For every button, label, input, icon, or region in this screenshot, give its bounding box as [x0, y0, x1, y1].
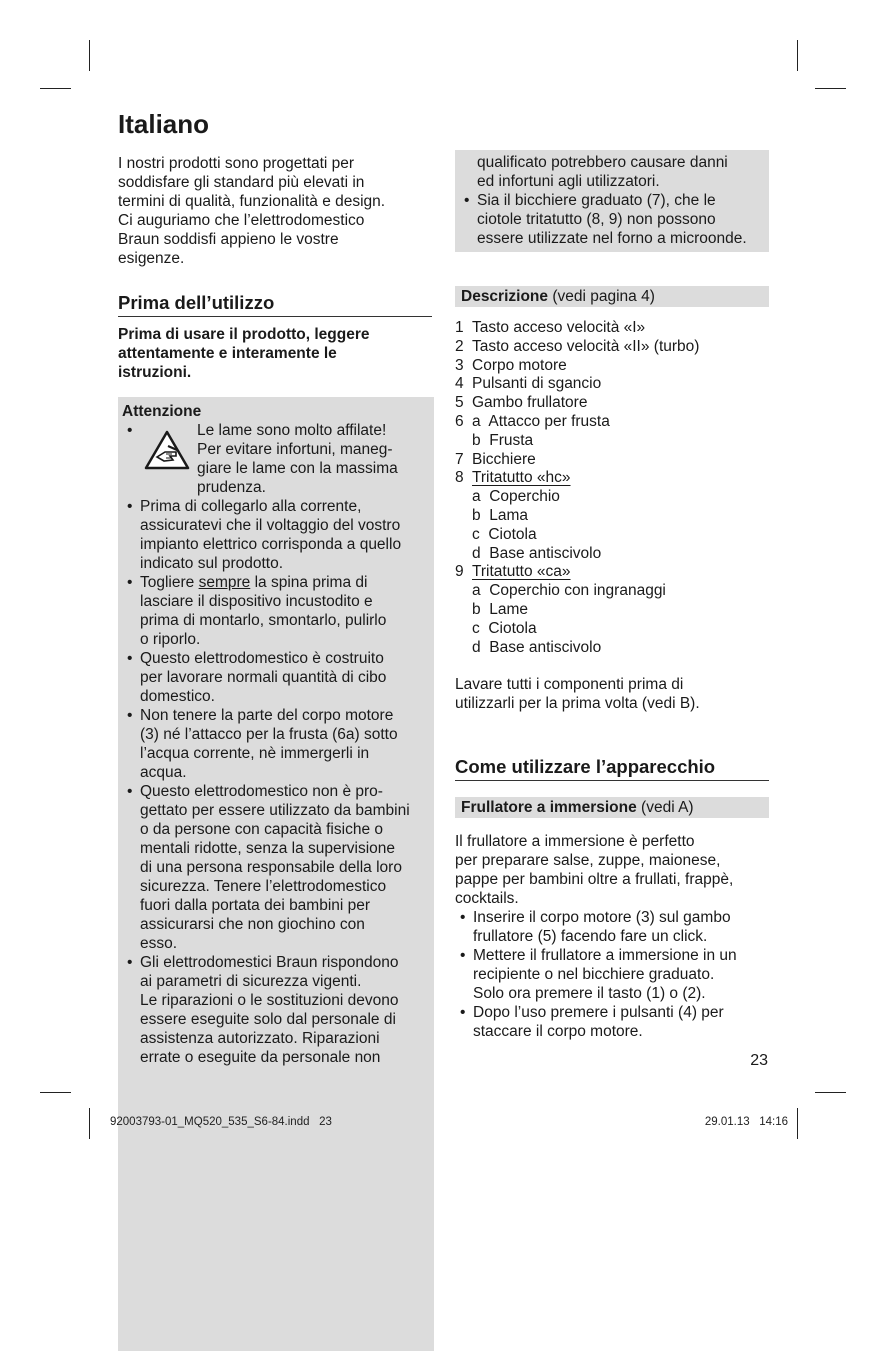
- list-item: • Questo elettrodomestico è costruito per lavorare normali quantità di cibo domestico.: [122, 649, 434, 706]
- list-item: • Non tenere la parte del corpo motore (3) né l’attacco per la frusta (6a) sotto l’acqua corrente, nè immergerli in acqua.: [122, 706, 434, 782]
- list-item: 3 Corpo motore: [455, 356, 567, 374]
- crop-mark: [89, 1108, 90, 1139]
- hand-blender-intro: Il frullatore a immersione è perfetto per preparare salse, zuppe, maionese, pappe per bambini oltre a frullati, frappè, cocktails.: [455, 833, 734, 908]
- crop-mark: [40, 1092, 71, 1093]
- parts-list: [455, 319, 769, 657]
- warning-heading: Attenzione: [122, 403, 202, 420]
- list-item: • Gli elettrodomestici Braun rispondono ai parametri di sicurezza vigenti. Le riparazioni o le sostituzioni devono essere eseguite solo dal personale di assistenza autorizzato. Riparazioni errate o eseguite da personale non: [122, 953, 434, 1067]
- wash-note: Lavare tutti i componenti prima di utilizzarli per la prima volta (vedi B).: [455, 676, 700, 713]
- list-item: 4 Pulsanti di sgancio: [455, 375, 602, 393]
- list-item: d Base antiscivolo: [472, 638, 602, 656]
- description-heading: Descrizione (vedi pagina 4): [455, 286, 769, 307]
- list-item: • Togliere sempre la spina prima di lasciare il dispositivo incustodito e prima di montarlo, smontarlo, pulirlo o riporlo.: [122, 573, 434, 649]
- crop-mark: [797, 40, 798, 71]
- list-item: b Frusta: [472, 431, 534, 449]
- list-item: 6 a Attacco per frusta: [455, 412, 610, 430]
- list-item: b Lame: [472, 600, 529, 618]
- how-to-use-heading: Come utilizzare l’apparecchio: [455, 755, 769, 781]
- before-use-heading: Prima dell’utilizzo: [118, 291, 432, 317]
- hand-blade-warning-icon: [144, 430, 190, 470]
- list-item: • Prima di collegarlo alla corrente, assicuratevi che il voltaggio del vostro impianto elettrico corrisponda a quello indicato sul prodotto.: [122, 497, 434, 573]
- list-item: c Ciotola: [472, 619, 537, 637]
- before-use-instruction: Prima di usare il prodotto, leggere attentamente e interamente le istruzioni.: [118, 326, 370, 381]
- list-item: 1 Tasto acceso velocità «I»: [455, 319, 646, 336]
- list-item: d Base antiscivolo: [472, 544, 602, 562]
- list-item: • Questo elettrodomestico non è pro- gettato per essere utilizzato da bambini o da persone con capacità fisiche o mentali ridotte, senza la supervisione di una persona responsabile della loro sicurezza. Tenere l’elettrodomestico fuori dalla portata dei bambini per assicurarsi che non giochino con esso.: [122, 782, 434, 953]
- footer-timestamp: 29.01.13 14:16: [704, 1116, 788, 1128]
- crop-mark: [797, 1108, 798, 1139]
- warning-list: [122, 497, 434, 1067]
- list-item: 9 Tritatutto «ca»: [455, 563, 571, 581]
- left-column: [118, 108, 432, 1351]
- list-item: 8 Tritatutto «hc»: [455, 469, 571, 487]
- list-item: • Mettere il frullatore a immersione in un recipiente o nel bicchiere graduato. Solo ora premere il tasto (1) o (2).: [455, 946, 769, 1003]
- usage-steps: [455, 908, 769, 1041]
- warning-box: [118, 397, 434, 1351]
- list-item: 7 Bicchiere: [455, 450, 536, 468]
- right-column: [455, 150, 769, 1041]
- list-item: • Sia il bicchiere graduato (7), che le ciotole tritatutto (8, 9) non possono essere utilizzate nel forno a microonde.: [459, 191, 765, 248]
- hand-blender-heading: Frullatore a immersione (vedi A): [455, 797, 769, 818]
- list-item: b Lama: [472, 506, 529, 524]
- intro-paragraph: I nostri prodotti sono progettati per soddisfare gli standard più elevati in termini di qualità, funzionalità e design. Ci auguriamo che l’elettrodomestico Braun soddisfi appieno le vostre esigenze.: [118, 155, 386, 267]
- footer-file-info: 92003793-01_MQ520_535_S6-84.indd 23: [110, 1116, 332, 1128]
- warning-box-continued: qualificato potrebbero causare danni ed infortuni agli utilizzatori. • Sia il bicchiere graduato (7), che le ciotole tritatutto (8, 9) non possono essere utilizzate nel forno a microonde.: [455, 150, 769, 252]
- list-item: 2 Tasto acceso velocità «II» (turbo): [455, 337, 700, 355]
- blade-warning: • Le lame sono molto affilate! Per evitare infortuni, maneg- giare le lame con la massima prudenza.: [127, 422, 398, 496]
- crop-mark: [815, 88, 846, 89]
- crop-mark: [815, 1092, 846, 1093]
- list-item: • Dopo l’uso premere i pulsanti (4) per staccare il corpo motore.: [455, 1003, 769, 1041]
- list-item: • Inserire il corpo motore (3) sul gambo frullatore (5) facendo fare un click.: [455, 908, 769, 946]
- list-item: c Ciotola: [472, 525, 537, 543]
- list-item: 5 Gambo frullatore: [455, 394, 588, 412]
- page-number: 23: [750, 1052, 768, 1069]
- crop-mark: [40, 88, 71, 89]
- list-item: a Coperchio: [472, 488, 560, 506]
- page-title: Italiano: [118, 109, 210, 139]
- list-item: a Coperchio con ingranaggi: [472, 582, 666, 600]
- crop-mark: [89, 40, 90, 71]
